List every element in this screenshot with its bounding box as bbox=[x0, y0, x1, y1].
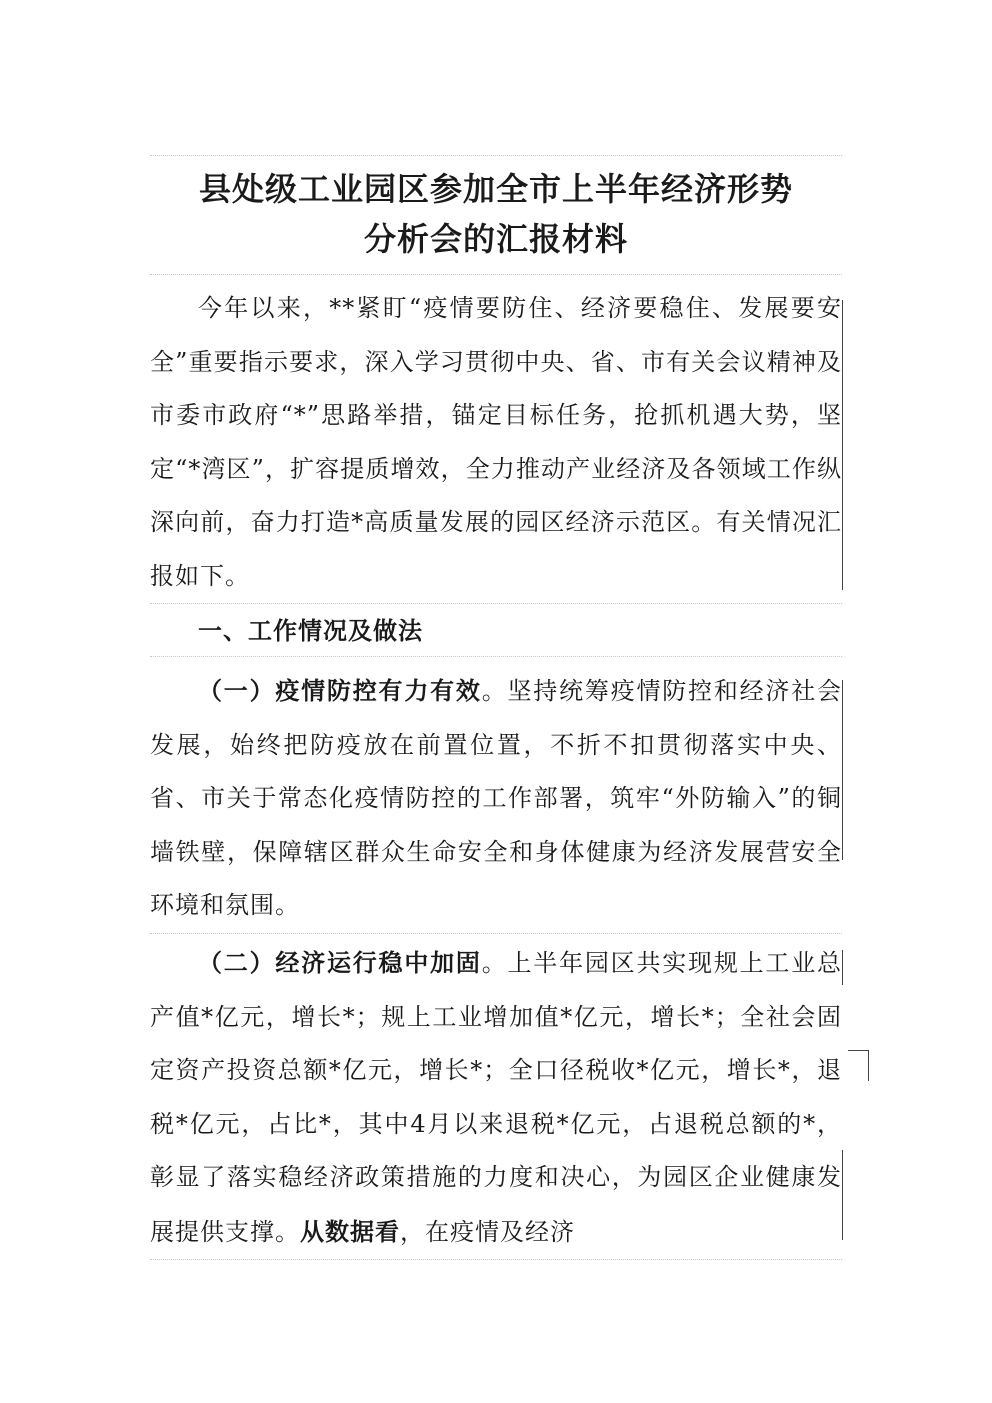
item-1-lead: （一）疫情防控有力有效 bbox=[198, 676, 482, 705]
item-2-text: 。上半年园区共实现规上工业总产值*亿元，增长*；规上工业增加值*亿元，增长*；全社会固定资产投资总额*亿元，增长*；全口径税收*亿元，增长*，退税*亿元，占比*，其中4月以来退税*亿元，占退税总额的*，彰显了落实稳经济政策措施的力度和决心，为园区企业健康发展提供支撑。 bbox=[150, 949, 843, 1246]
item-2-lead-2: 从数据看 bbox=[300, 1216, 400, 1246]
item-2-lead: （二）经济运行稳中加固 bbox=[198, 948, 482, 977]
section-1-heading: 一、工作情况及做法 bbox=[150, 606, 842, 657]
intro-paragraph: 今年以来，**紧盯“疫情要防住、经济要稳住、发展要安全”重要指示要求，深入学习贯彻中央、省、市有关会议精神及市委市政府“*”思路举措，锚定目标任务，抢抓机遇大势，坚定“*湾区”，扩容提质增效，全力推动产业经济及各领域工作纵深向前，奋力打造*高质量发展的园区经济示范区。有关情况汇报如下。 bbox=[150, 282, 842, 604]
item-1-paragraph bbox=[150, 664, 842, 934]
margin-mark-2 bbox=[842, 680, 843, 860]
item-1-text: 。坚持统筹疫情防控和经济社会发展，始终把防疫放在前置位置，不折不扣贯彻落实中央、省、市关于常态化疫情防控的工作部署，筑牢“外防输入”的铜墙铁壁，保障辖区群众生命安全和身体健康为经济发展营安全环境和氛围。 bbox=[150, 677, 843, 919]
item-2-text-2: ，在疫情及经济 bbox=[400, 1217, 575, 1246]
title-line-2: 分析会的汇报材料 bbox=[363, 220, 628, 258]
document-title bbox=[150, 155, 842, 275]
corner-mark bbox=[848, 1050, 869, 1081]
margin-mark-1 bbox=[842, 300, 843, 590]
margin-mark-4 bbox=[842, 1150, 843, 1240]
title-line-1: 县处级工业园区参加全市上半年经济形势 bbox=[198, 170, 793, 208]
item-2-paragraph bbox=[150, 936, 842, 1260]
margin-mark-3 bbox=[842, 950, 843, 985]
